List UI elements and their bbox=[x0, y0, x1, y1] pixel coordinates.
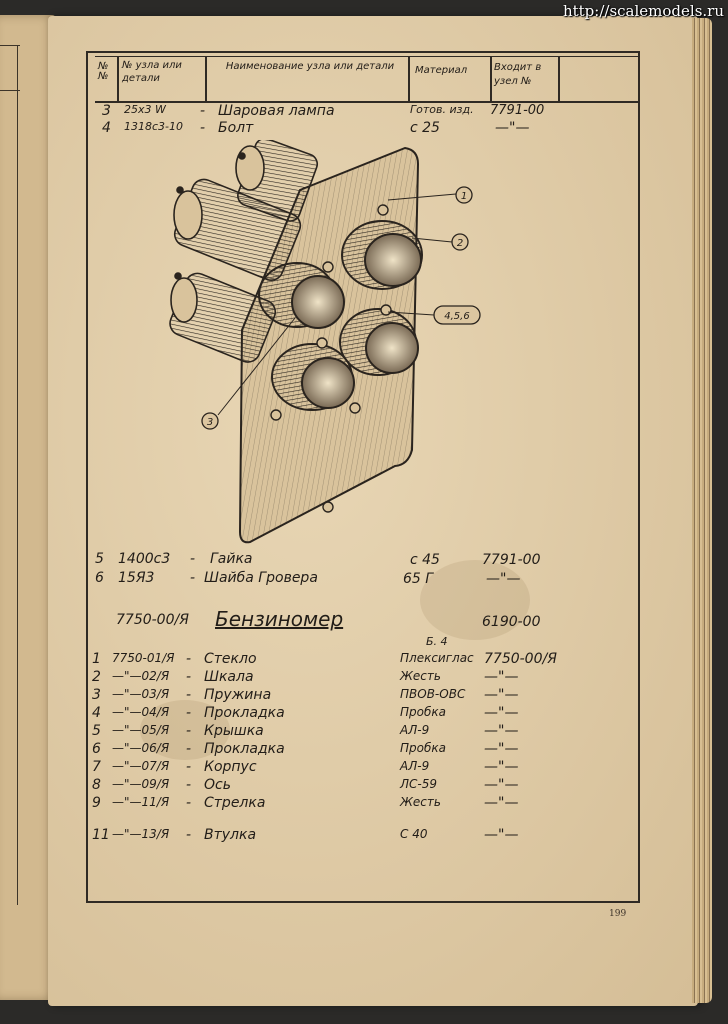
row-name: Шаровая лампа bbox=[218, 103, 335, 119]
callout-2: 2 bbox=[456, 238, 464, 249]
row-material: ЛС-59 bbox=[400, 777, 438, 791]
row-material: АЛ-9 bbox=[400, 759, 430, 773]
row-number: 5 bbox=[95, 551, 104, 567]
row-name: Втулка bbox=[204, 827, 257, 843]
row-code: —"—06/Я bbox=[112, 741, 170, 755]
row-name: Корпус bbox=[204, 759, 257, 775]
row-used-in: —"— bbox=[484, 723, 519, 739]
row-used-in: 7791-00 bbox=[482, 552, 541, 568]
row-used-in: —"— bbox=[484, 827, 519, 843]
row-material: ПВОВ-ОВС bbox=[400, 687, 466, 701]
watermark-url: http://scalemodels.ru bbox=[562, 2, 724, 20]
row-material: Жесть bbox=[400, 669, 441, 683]
row-used-in: —"— bbox=[484, 777, 519, 793]
row-name: Стекло bbox=[204, 651, 257, 667]
header-divider bbox=[558, 57, 560, 103]
header-used-in: Входит в узел № bbox=[494, 62, 542, 87]
row-dash: - bbox=[186, 741, 192, 757]
row-number: 4 bbox=[102, 120, 111, 136]
page-stack-edge bbox=[692, 18, 712, 1003]
assembly-used-in: 6190-00 bbox=[482, 614, 541, 630]
row-material: с 25 bbox=[410, 120, 440, 136]
row-material: Пробка bbox=[400, 705, 446, 719]
row-code: —"—07/Я bbox=[112, 759, 170, 773]
row-name: Пружина bbox=[204, 687, 272, 703]
row-name: Крышка bbox=[204, 723, 264, 739]
header-part-no: № узла или детали bbox=[122, 60, 182, 84]
row-material: Плексиглас bbox=[400, 651, 474, 665]
row-name: Шайба Гровера bbox=[204, 570, 318, 586]
row-number: 1 bbox=[92, 651, 101, 667]
row-code: 1318с3-10 bbox=[124, 120, 184, 133]
row-dash: - bbox=[186, 669, 192, 685]
row-name: Прокладка bbox=[204, 705, 285, 721]
row-code: —"—13/Я bbox=[112, 827, 170, 841]
row-code: —"—11/Я bbox=[112, 795, 170, 809]
row-material: с 45 bbox=[410, 552, 440, 568]
row-used-in: 7750-00/Я bbox=[484, 651, 557, 667]
row-dash: - bbox=[186, 777, 192, 793]
row-material: Готов. изд. bbox=[410, 103, 474, 116]
row-used-in: —"— bbox=[484, 669, 519, 685]
row-dash: - bbox=[190, 570, 196, 586]
row-dash: - bbox=[186, 651, 192, 667]
row-used-in: 7791-00 bbox=[490, 103, 545, 118]
row-code: —"—02/Я bbox=[112, 669, 170, 683]
row-dash: - bbox=[186, 687, 192, 703]
header-material: Материал bbox=[415, 65, 468, 76]
row-name: Гайка bbox=[210, 551, 253, 567]
row-material: Пробка bbox=[400, 741, 446, 755]
header-divider bbox=[205, 57, 207, 103]
row-code: 1400с3 bbox=[118, 551, 171, 567]
lamp-assembly-drawing bbox=[150, 140, 490, 550]
row-used-in: —"— bbox=[495, 120, 530, 136]
row-code: —"—09/Я bbox=[112, 777, 170, 791]
row-code: —"—03/Я bbox=[112, 687, 170, 701]
row-dash: - bbox=[200, 120, 206, 136]
header-divider bbox=[117, 57, 119, 103]
row-used-in: —"— bbox=[484, 705, 519, 721]
page-number: 199 bbox=[609, 909, 627, 919]
row-number: 6 bbox=[92, 741, 101, 757]
row-number: 3 bbox=[92, 687, 101, 703]
callout-3: 3 bbox=[206, 417, 214, 428]
row-number: 7 bbox=[92, 759, 101, 775]
row-dash: - bbox=[186, 759, 192, 775]
callout-1: 1 bbox=[460, 191, 468, 202]
row-code: —"—05/Я bbox=[112, 723, 170, 737]
row-number: 9 bbox=[92, 795, 101, 811]
row-number: 5 bbox=[92, 723, 101, 739]
row-used-in: —"— bbox=[484, 795, 519, 811]
row-material: АЛ-9 bbox=[400, 723, 430, 737]
row-dash: - bbox=[186, 723, 192, 739]
row-name: Болт bbox=[218, 120, 254, 136]
header-divider bbox=[408, 57, 410, 103]
row-number: 3 bbox=[102, 103, 111, 119]
row-name: Ось bbox=[204, 777, 231, 793]
row-dash: - bbox=[186, 827, 192, 843]
callout-456: 4,5,6 bbox=[444, 311, 470, 322]
row-used-in: —"— bbox=[484, 759, 519, 775]
row-dash: - bbox=[186, 705, 192, 721]
row-number: 8 bbox=[92, 777, 101, 793]
row-code: 15Я3 bbox=[118, 570, 155, 586]
row-material: 65 Г bbox=[403, 571, 434, 587]
row-number: 6 bbox=[95, 570, 104, 586]
row-number: 4 bbox=[92, 705, 101, 721]
assembly-title: Бензиномер bbox=[215, 607, 344, 631]
row-name: Стрелка bbox=[204, 795, 266, 811]
row-code: 7750-01/Я bbox=[112, 651, 175, 665]
row-dash: - bbox=[200, 103, 206, 119]
row-name: Прокладка bbox=[204, 741, 285, 757]
row-material: С 40 bbox=[400, 827, 428, 841]
assembly-code: 7750-00/Я bbox=[116, 612, 189, 628]
row-used-in: —"— bbox=[484, 741, 519, 757]
header-num: № № bbox=[98, 61, 109, 82]
row-number: 11 bbox=[92, 827, 110, 843]
row-used-in: —"— bbox=[486, 571, 521, 587]
row-used-in: —"— bbox=[484, 687, 519, 703]
row-code: 25х3 W bbox=[124, 103, 166, 116]
assembly-note: Б. 4 bbox=[426, 635, 448, 648]
row-material: Жесть bbox=[400, 795, 441, 809]
header-name: Наименование узла или детали bbox=[225, 61, 395, 72]
row-name: Шкала bbox=[204, 669, 254, 685]
row-code: —"—04/Я bbox=[112, 705, 170, 719]
row-number: 2 bbox=[92, 669, 101, 685]
row-dash: - bbox=[190, 551, 196, 567]
row-dash: - bbox=[186, 795, 192, 811]
header-divider bbox=[490, 57, 492, 103]
